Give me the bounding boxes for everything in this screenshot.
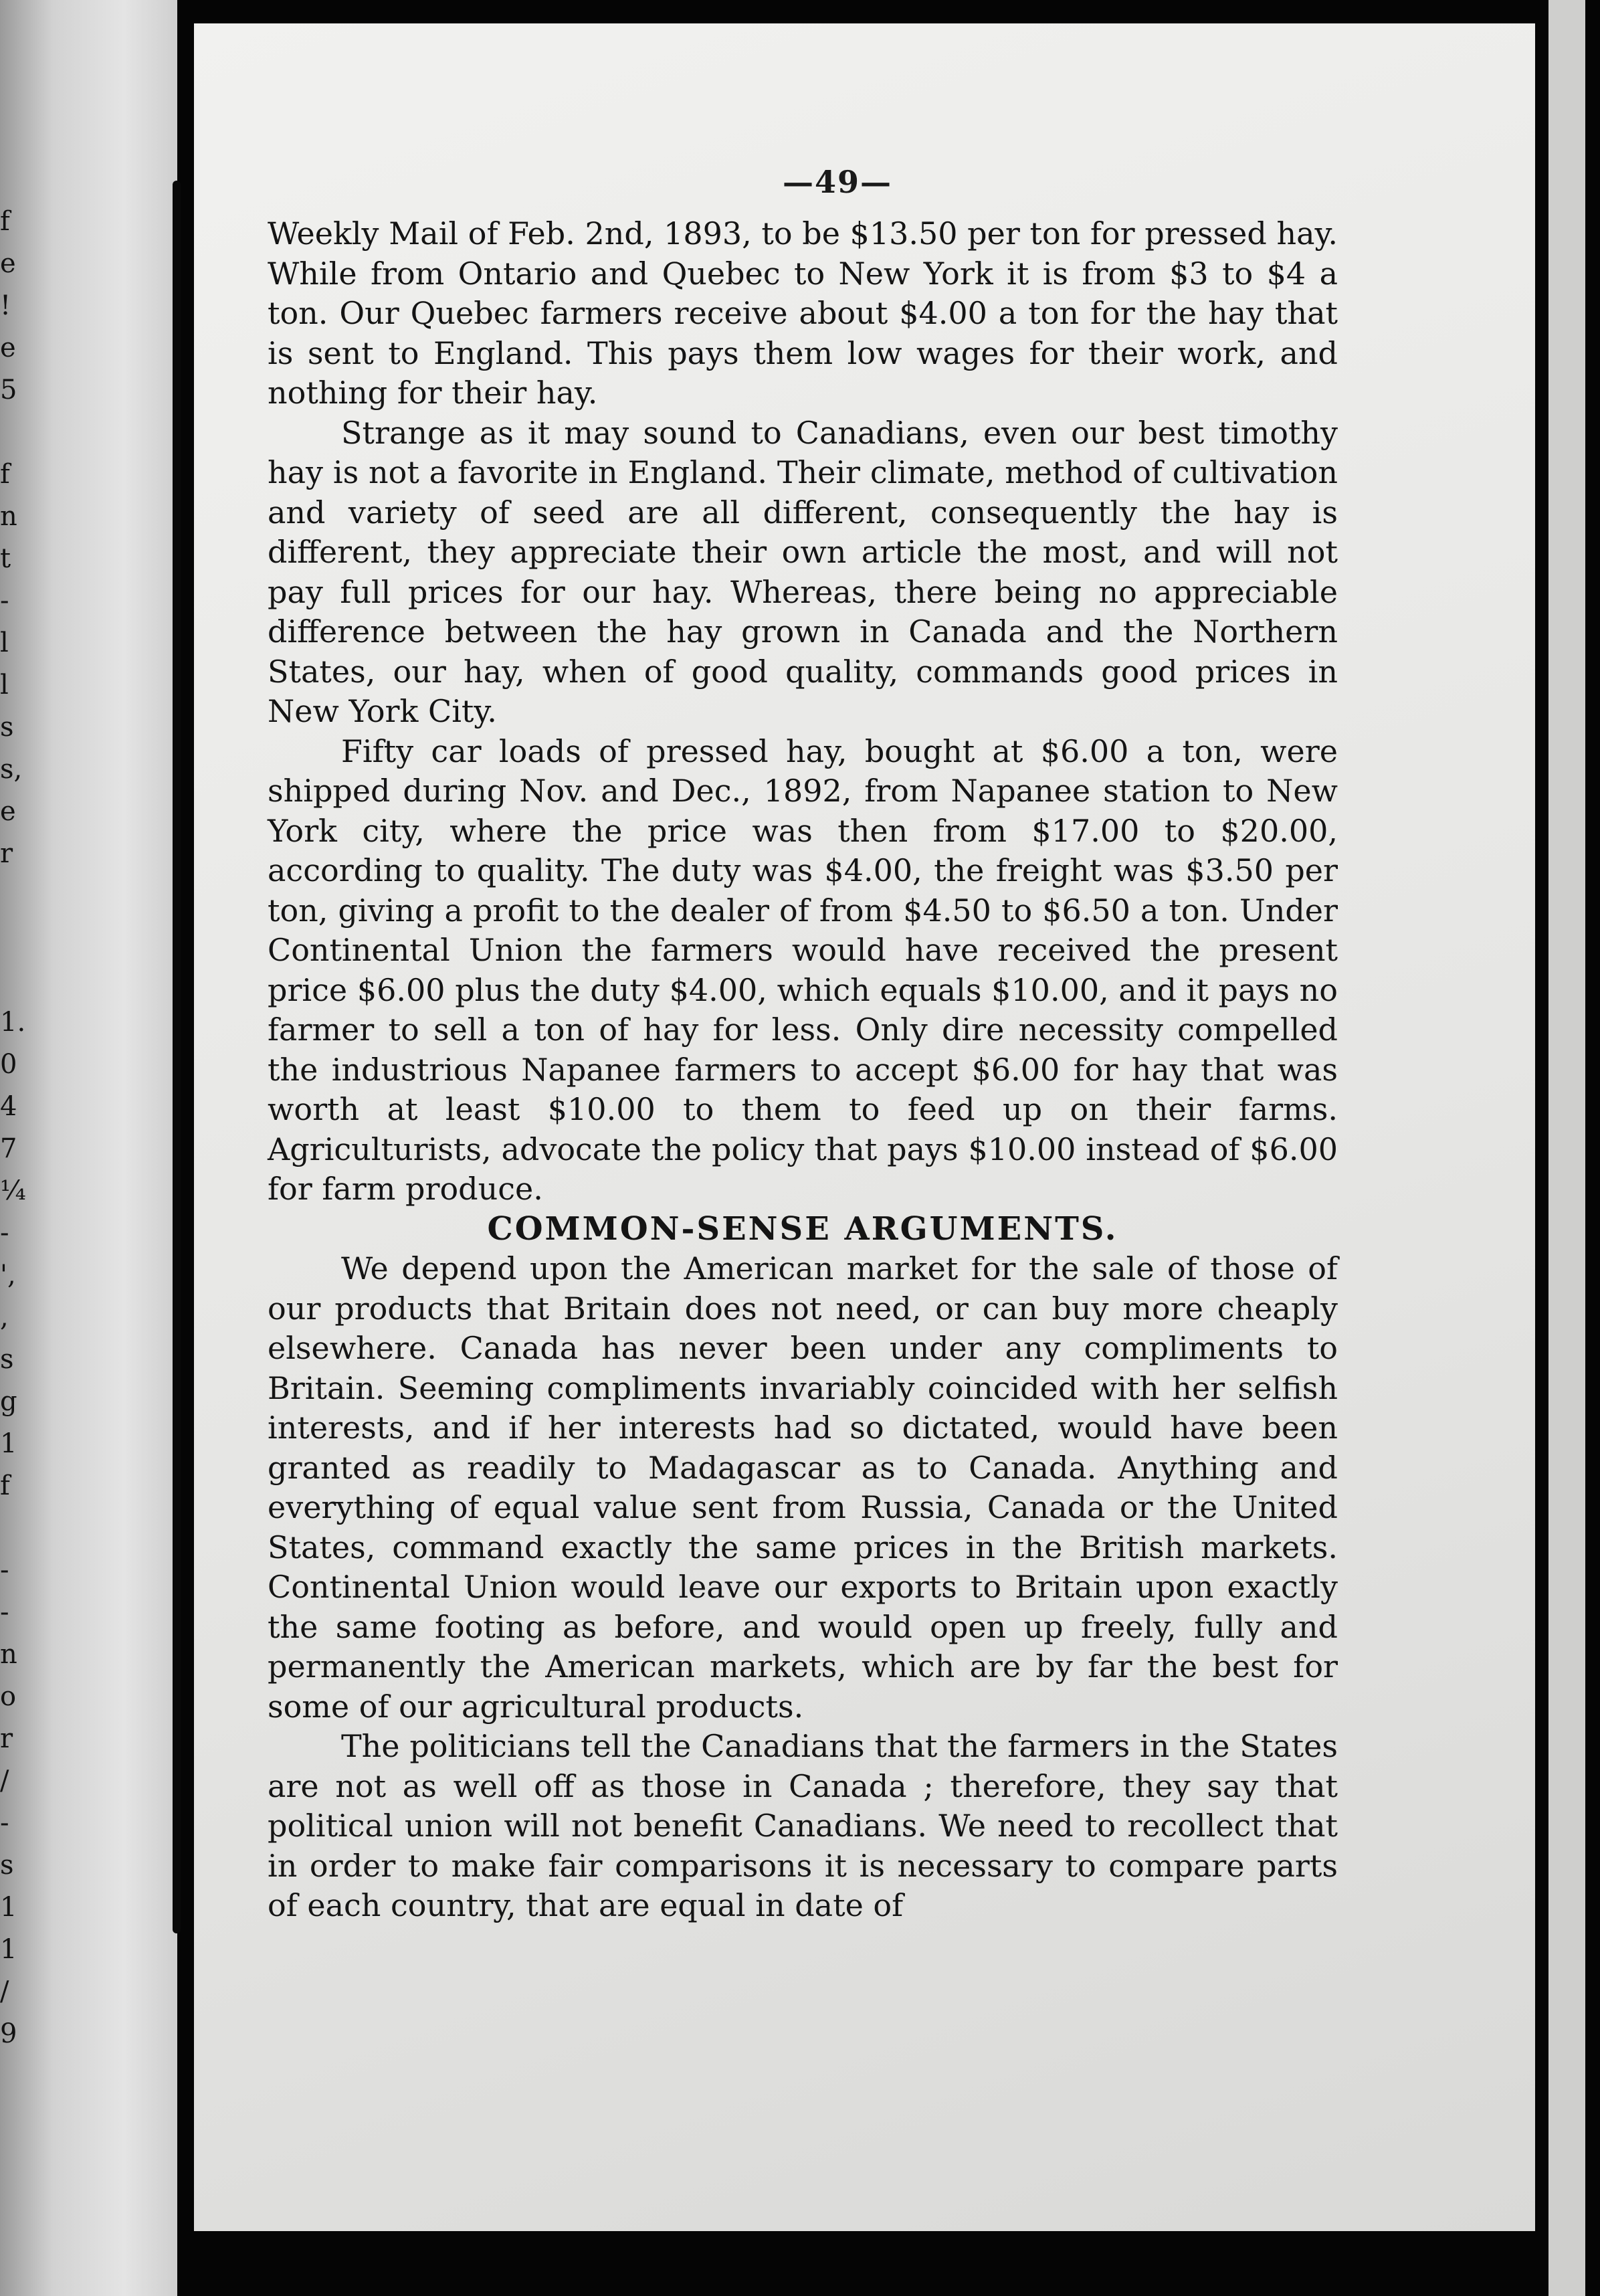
margin-fragment: f	[0, 1470, 10, 1501]
margin-fragment: s	[0, 712, 14, 743]
book-spine	[173, 181, 181, 1933]
margin-fragment: -	[0, 1218, 9, 1248]
margin-fragment: e	[0, 248, 16, 279]
margin-fragment: s,	[0, 754, 23, 785]
paragraph-3: Fifty car loads of pressed hay, bought at $6.00 a ton, were shipped during Nov. and Dec., 1892, from Napanee station to New York city, where the price was then from $17.00 to $20.00, according to quality. The duty was $4.00, the freight was $3.50 per ton, giving a profit to the dealer of from $4.50 to $6.50 a ton. Under Continental Union the farmers would have received the present price $6.00 plus the duty $4.00, which equals $10.00, and it pays no farmer to sell a ton of hay for less. Only dire necessity compelled the industrious Napanee farmers to accept $6.00 for hay that was worth at least $10.00 to them to feed up on their farms. Agriculturists, advocate the policy that pays $10.00 instead of $6.00 for farm produce.	[268, 733, 1338, 1207]
left-page-margin-text	[0, 201, 26, 2055]
margin-fragment	[0, 917, 20, 959]
margin-fragment: 1	[0, 1428, 17, 1459]
left-page-edge	[0, 0, 177, 2296]
paragraph-1: Weekly Mail of Feb. 2nd, 1893, to be $13.50 per ton for pressed hay. While from Ontario and Quebec to New York it is from $3 to $4 a ton. Our Quebec farmers receive about $4.00 a ton for the hay that is sent to England. This pays them low wages for their work, and nothing for their hay.	[268, 215, 1338, 411]
margin-fragment: -	[0, 1808, 9, 1838]
margin-fragment: -	[0, 1597, 9, 1628]
margin-fragment: n	[0, 1639, 17, 1670]
margin-fragment: 1.	[0, 1007, 26, 1038]
margin-fragment: -	[0, 585, 9, 616]
margin-fragment: !	[0, 290, 11, 321]
margin-fragment: t	[0, 543, 11, 574]
margin-fragment: 4	[0, 1091, 17, 1122]
margin-fragment: n	[0, 501, 17, 532]
paragraph-5: The politicians tell the Canadians that the farmers in the States are not as well off as those in Canada ; therefore, they say that political union will not benefit Canadians. We need to recollect that in order to make fair comparisons it is necessary to compare parts of each country, that are equal in date of	[268, 1728, 1338, 1923]
margin-fragment: 9	[0, 2018, 17, 2049]
section-heading: COMMON-SENSE ARGUMENTS.	[487, 1210, 1118, 1248]
margin-fragment: e	[0, 796, 16, 827]
margin-fragment: -	[0, 1555, 9, 1586]
margin-fragment: f	[0, 206, 10, 237]
margin-fragment	[0, 411, 20, 454]
margin-fragment	[0, 959, 20, 1001]
margin-fragment: s	[0, 1850, 14, 1881]
margin-fragment: r	[0, 838, 13, 869]
margin-fragment: 7	[0, 1133, 17, 1164]
margin-fragment: /	[0, 1976, 9, 2007]
paragraph-2: Strange as it may sound to Canadians, even our best timothy hay is not a favorite in England. Their climate, method of cultivation and variety of seed are all different, consequently the hay is different, they appreciate their own article the most, and will not pay full prices for our hay. Whereas, there being no appreciable difference between the hay grown in Canada and the Northern States, our hay, when of good quality, commands good prices in New York City.	[268, 414, 1338, 729]
margin-fragment: 1	[0, 1934, 17, 1965]
paragraph-4: We depend upon the American market for the sale of those of our products that Britain does not need, or can buy more cheaply elsewhere. Canada has never been under any compliments to Britain. Seeming compliments invariably coincided with her selfish interests, and if her interests had so dictated, would have been granted as readily to Madagascar as to Canada. Anything and everything of equal value sent from Russia, Canada or the United States, command exactly the same prices in the British markets. Continental Union would leave our exports to Britain upon exactly the same footing as before, and would open up freely, fully and permanently the American markets, which are by far the best for some of our agricultural products.	[268, 1250, 1338, 1725]
margin-fragment: 0	[0, 1049, 17, 1080]
margin-fragment: e	[0, 332, 16, 363]
margin-fragment: g	[0, 1386, 17, 1417]
margin-fragment: ,	[0, 1302, 9, 1333]
margin-fragment: 5	[0, 375, 17, 405]
page-number: —49—	[783, 164, 893, 200]
margin-fragment: ',	[0, 1260, 16, 1290]
margin-fragment: 1	[0, 1892, 17, 1923]
page-body	[268, 214, 1338, 1926]
margin-fragment	[0, 875, 20, 917]
margin-fragment: l	[0, 670, 9, 700]
margin-fragment: ¼	[0, 1175, 26, 1206]
margin-fragment: o	[0, 1681, 17, 1712]
margin-fragment: l	[0, 628, 9, 658]
margin-fragment	[0, 1507, 20, 1549]
margin-fragment: r	[0, 1723, 13, 1754]
margin-fragment: f	[0, 459, 10, 490]
margin-fragment: /	[0, 1765, 9, 1796]
margin-fragment: s	[0, 1344, 14, 1375]
right-page-edge	[1548, 0, 1585, 2296]
